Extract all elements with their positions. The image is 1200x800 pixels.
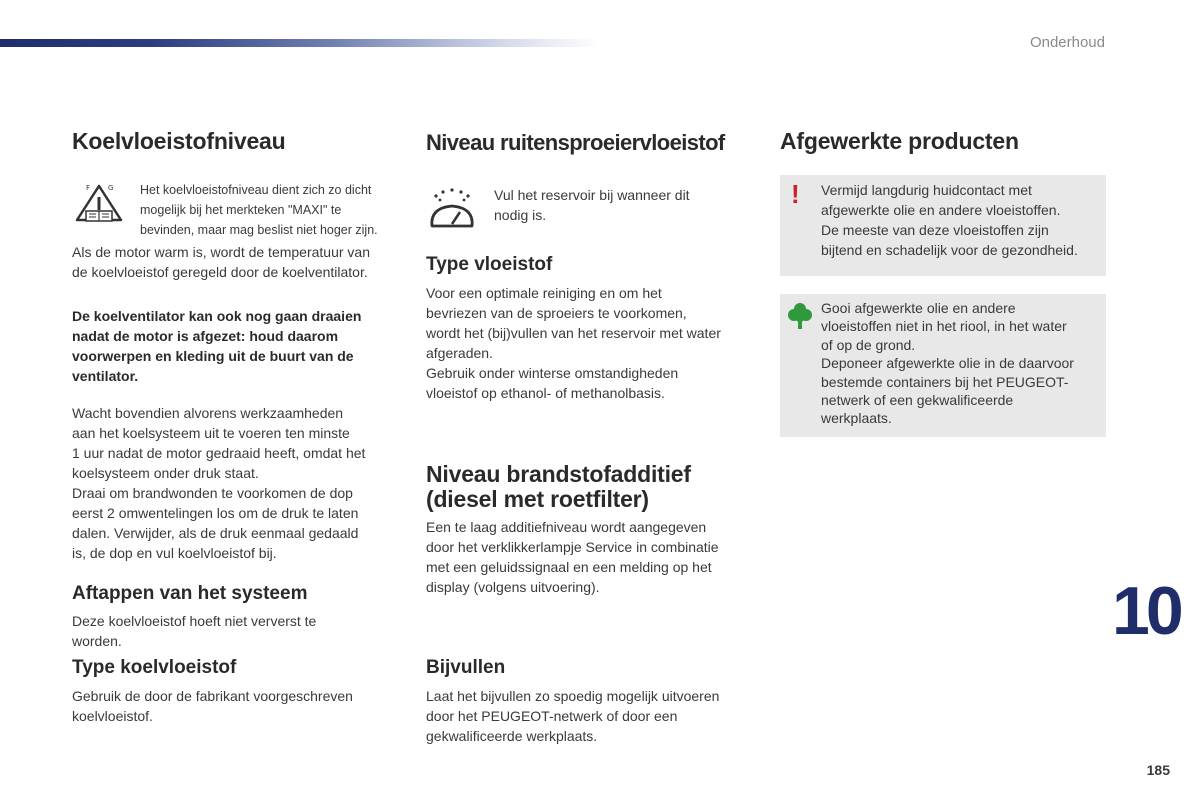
environment-text: Gooi afgewerkte olie en andere vloeistoffen niet in het riool, in het water of op de grond. Deponeer afgewerkte olie in de daarvoor bestemde containers bij het PEUGEOT- netwerk of een gekwalificeerde werkplaats. (821, 300, 1074, 427)
service-manual-warning-icon (72, 182, 126, 224)
page-number: 185 (1146, 762, 1170, 778)
refill-text: Laat het bijvullen zo spoedig mogelijk uitvoeren door het PEUGEOT-netwerk of door een gekwalificeerde werkplaats. (426, 688, 720, 744)
section-title: Onderhoud (1029, 34, 1105, 51)
refill-title: Bijvullen (426, 657, 506, 678)
tree-icon (788, 302, 812, 330)
washer-fluid-title: Niveau ruitensproeiervloeistof (426, 130, 725, 155)
svg-text:G: G (108, 184, 114, 192)
chapter-number: 10 (1112, 573, 1180, 649)
waste-products-title: Afgewerkte producten (780, 128, 1019, 154)
coolant-level-title: Koelvloeistofniveau (72, 128, 286, 154)
fuel-additive-text: Een te laag additiefniveau wordt aangegeven door het verklikkerlampje Service in combinatie met een geluidssignaal en een melding op het display (volgens uitvoering). (426, 519, 719, 595)
drain-system-title: Aftappen van het systeem (72, 583, 308, 604)
svg-text:F: F (86, 184, 91, 192)
coolant-level-note: Het koelvloeistofniveau dient zich zo dicht mogelijk bij het merkteken "MAXI" te bevinden, maar mag beslist niet hoger zijn. (140, 183, 378, 237)
drain-system-text: Deze koelvloeistof hoeft niet ververst te worden. (72, 613, 317, 649)
coolant-fan-warning: De koelventilator kan ook nog gaan draaien nadat de motor is afgezet: houd daarom voorwerpen en kleding uit de buurt van de ventilator. (72, 308, 362, 384)
coolant-type-title: Type koelvloeistof (72, 657, 237, 678)
warning-text: Vermijd langdurig huidcontact met afgewerkte olie en andere vloeistoffen. De meeste van deze vloeistoffen zijn bijtend en schadelijk voor de gezondheid. (821, 182, 1078, 258)
header-accent-bar (0, 39, 600, 47)
washer-fluid-note: Vul het reservoir bij wanneer dit nodig is. (494, 187, 690, 223)
warning-mark: ! (791, 179, 800, 209)
fluid-type-text: Voor een optimale reiniging en om het bevriezen van de sproeiers te voorkomen, wordt het (bij)vullen van het reservoir met water afgeraden. Gebruik onder winterse omstandigheden vloeistof op ethanol- of methanolbasis. (426, 285, 721, 401)
coolant-paragraph-1: Als de motor warm is, wordt de temperatuur van de koelvloeistof geregeld door de koelventilator. (72, 244, 371, 280)
fuel-additive-title: Niveau brandstofadditief (diesel met roetfilter) (426, 461, 691, 512)
coolant-type-text: Gebruik de door de fabrikant voorgeschreven koelvloeistof. (72, 688, 353, 724)
warning-box (780, 175, 1106, 276)
environment-box (780, 294, 1106, 437)
coolant-paragraph-2: Wacht bovendien alvorens werkzaamheden aan het koelsysteem uit te voeren ten minste 1 uur nadat de motor gedraaid heeft, omdat het koelsysteem onder druk staat. Draai om brandwonden te voorkomen de dop eerst 2 omwentelingen los om de druk te laten dalen. Verwijder, als de druk eenmaal gedaald is, de dop en vul koelvloeistof bij. (72, 405, 366, 561)
windscreen-washer-icon (426, 186, 478, 232)
fluid-type-title: Type vloeistof (426, 254, 553, 275)
